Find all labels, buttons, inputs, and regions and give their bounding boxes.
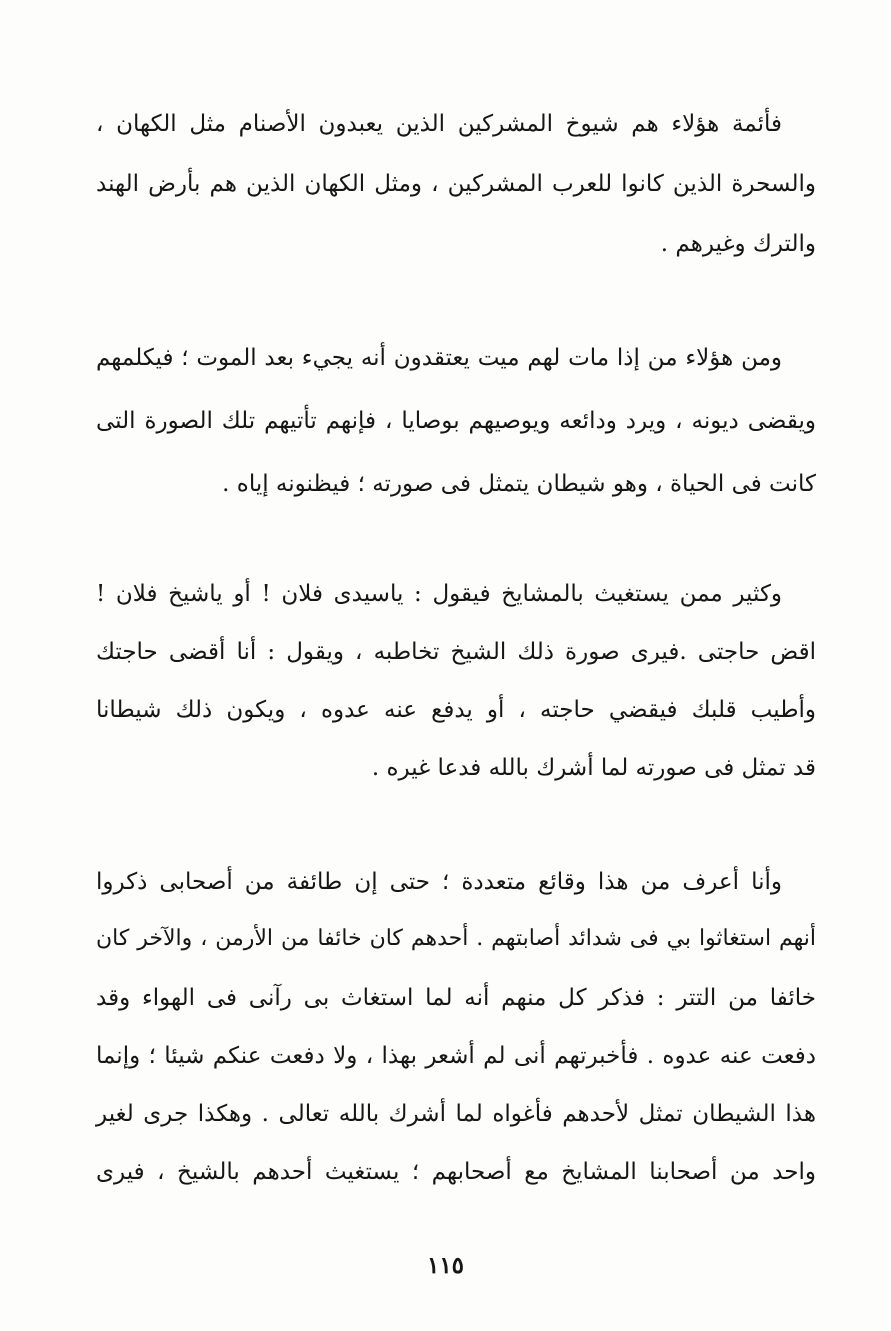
text-line: واحد من أصحابنا المشايخ مع أصحابهم ؛ يستغيث أحدهم بالشيخ ، فيرى <box>96 1159 816 1185</box>
text-line: فأئمة هؤلاء هم شيوخ المشركين الذين يعبدون الأصنام مثل الكهان ، <box>96 111 782 137</box>
text-line: وأطيب قلبك فيقضي حاجته ، أو يدفع عنه عدوه ، ويكون ذلك شيطانا <box>96 697 816 723</box>
text-line: وكثير ممن يستغيث بالمشايخ فيقول : ياسيدى فلان ! أو ياشيخ فلان ! <box>96 581 782 607</box>
text-line: ومن هؤلاء من إذا مات لهم ميت يعتقدون أنه يجيء بعد الموت ؛ فيكلمهم <box>96 345 783 371</box>
text-line: قد تمثل فى صورته لما أشرك بالله فدعا غيره . <box>371 755 816 781</box>
page-number: ١١٥ <box>426 1252 465 1279</box>
text-line: دفعت عنه عدوه . فأخبرتهم أنى لم أشعر بهذا ، ولا دفعت عنكم شيئا ؛ وإنما <box>96 1043 816 1069</box>
text-line: والترك وغيرهم . <box>660 231 816 257</box>
text-line: خائفا من التتر : فذكر كل منهم أنه لما استغاث بى رآنى فى الهواء وقد <box>96 985 816 1011</box>
text-line: هذا الشيطان تمثل لأحدهم فأغواه لما أشرك بالله تعالى . وهكذا جرى لغير <box>96 1101 816 1127</box>
text-line: والسحرة الذين كانوا للعرب المشركين ، ومثل الكهان الذين هم بأرض الهند <box>96 171 816 197</box>
text-line: وأنا أعرف من هذا وقائع متعددة ؛ حتى إن طائفة من أصحابى ذكروا <box>96 869 782 895</box>
text-line: اقض حاجتى .فيرى صورة ذلك الشيخ تخاطبه ، ويقول : أنا أقضى حاجتك <box>96 639 816 665</box>
text-line: ويقضى ديونه ، ويرد ودائعه ويوصيهم بوصايا ، فإنهم تأتيهم تلك الصورة التى <box>96 408 816 434</box>
text-line: كانت فى الحياة ، وهو شيطان يتمثل فى صورته ؛ فيظنونه إياه . <box>222 471 816 497</box>
text-line: أنهم استغاثوا بي فى شدائد أصابتهم . أحدهم كان خائفا من الأرمن ، والآخر كان <box>96 926 816 951</box>
